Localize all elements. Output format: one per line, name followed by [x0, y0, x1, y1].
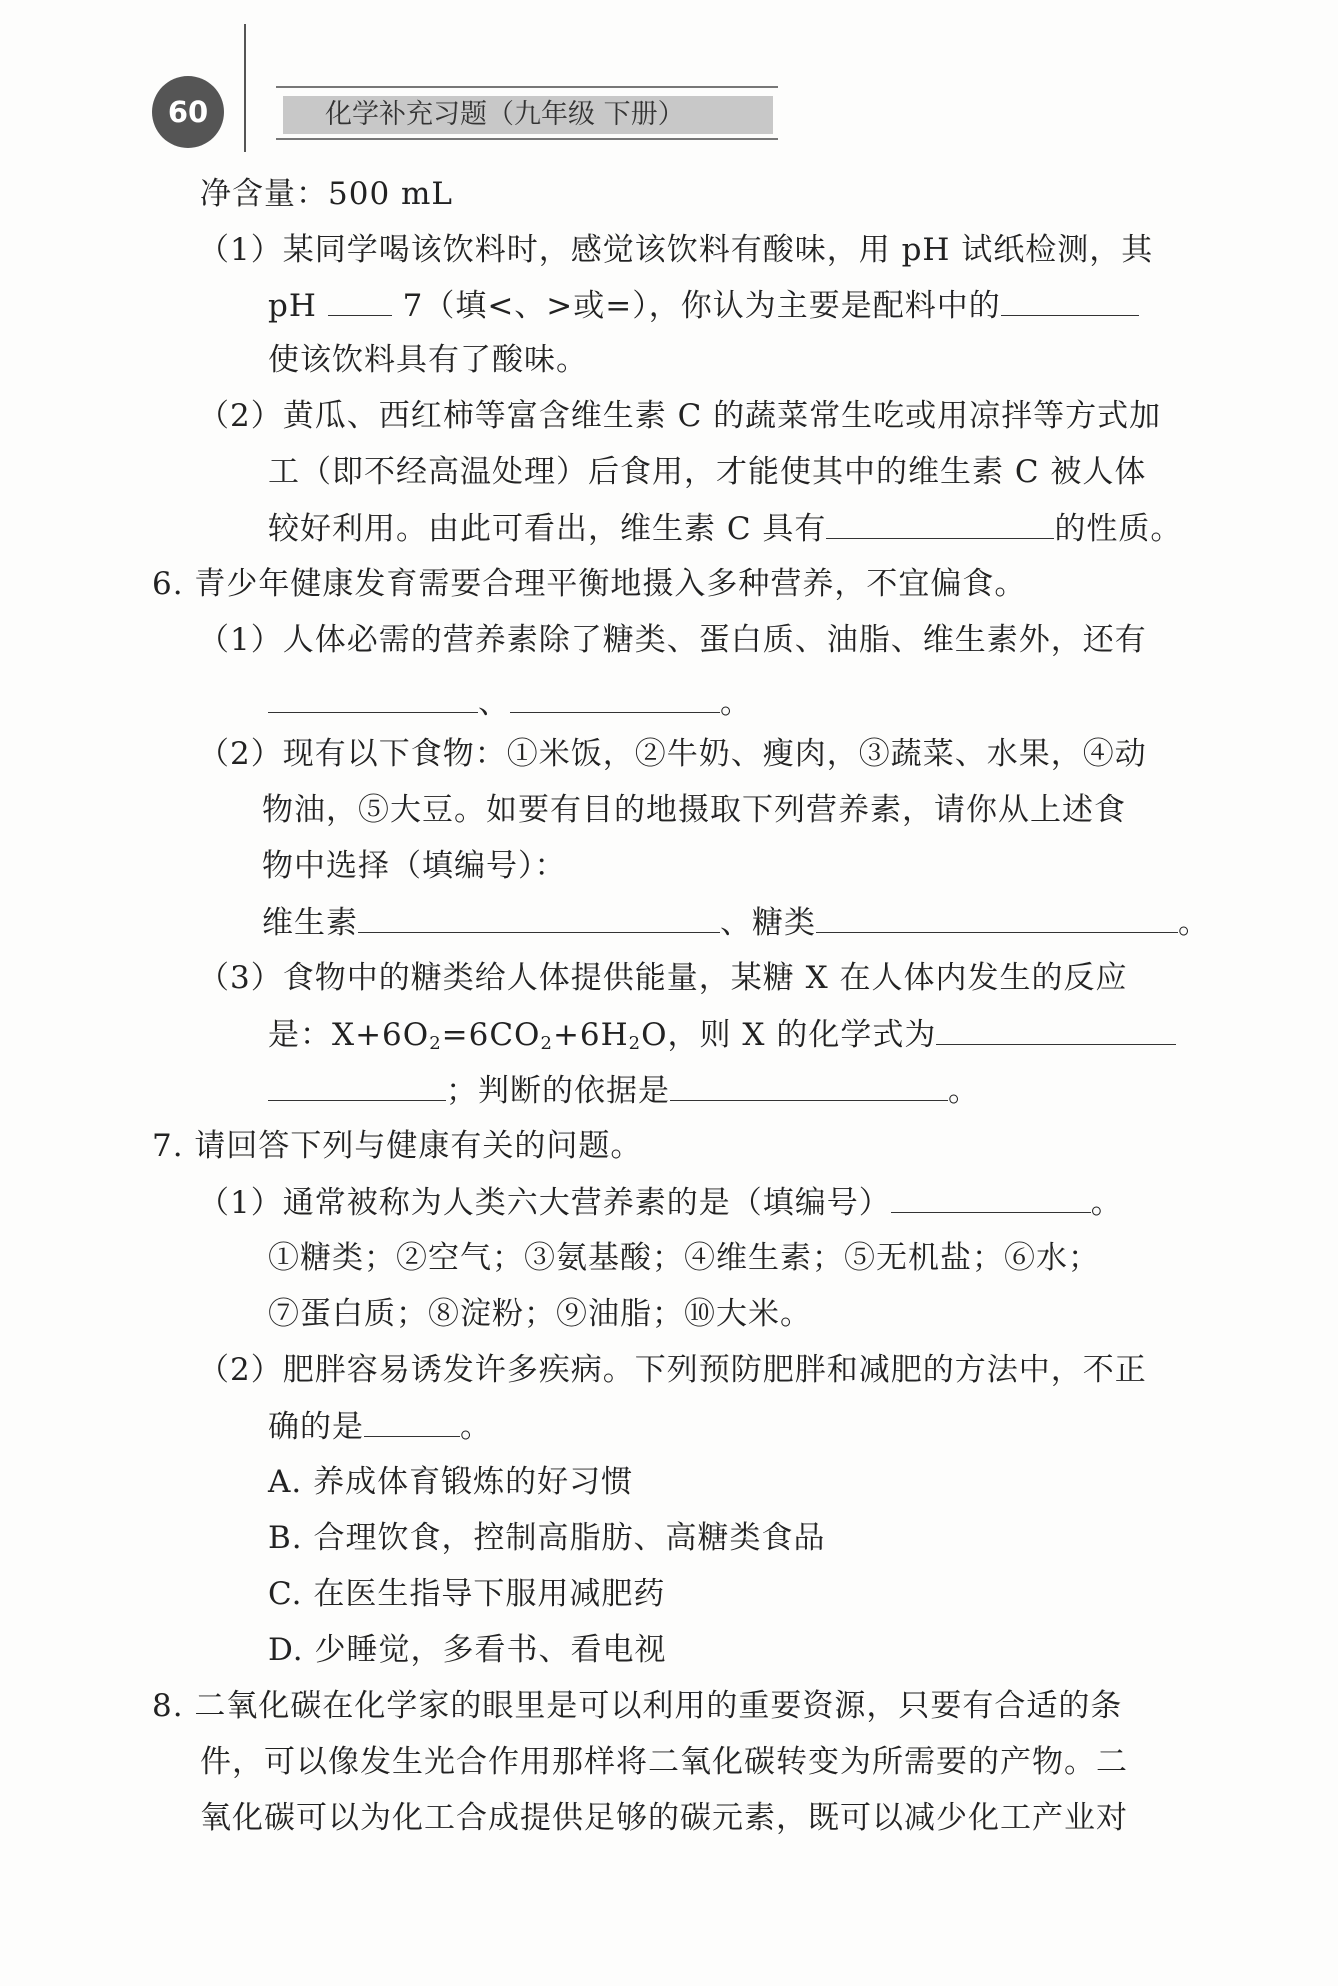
- q7-2-option-b: B. 合理饮食，控制高脂肪、高糖类食品: [268, 1520, 826, 1556]
- q5-1-blank-ph[interactable]: [328, 285, 392, 316]
- q7-1-blank[interactable]: [891, 1182, 1091, 1213]
- q5-2-blank-property[interactable]: [826, 508, 1054, 539]
- q6-2-vitamin-label: 维生素: [262, 905, 358, 941]
- q7-2-line-2: [268, 1406, 492, 1447]
- q7-1-line-3: ⑦蛋白质；⑧淀粉；⑨油脂；⑩大米。: [268, 1296, 812, 1332]
- q7-2-option-d: D. 少睡觉，多看书、看电视: [268, 1632, 667, 1668]
- q8-line-1: 8. 二氧化碳在化学家的眼里是可以利用的重要资源，只要有合适的条: [152, 1688, 1123, 1724]
- q5-1-text: 7（填<、>或=），你认为主要是配料中的: [402, 288, 1001, 324]
- q7-1-line-2: ①糖类；②空气；③氨基酸；④维生素；⑤无机盐；⑥水；: [268, 1240, 1100, 1276]
- header-vertical-rule: [244, 24, 246, 152]
- book-title: 化学补充习题（九年级 下册）: [283, 96, 773, 134]
- q5-1-line-1: （1）某同学喝该饮料时，感觉该饮料有酸味，用 pH 试纸检测，其: [198, 232, 1154, 268]
- q6-3-blank-formula-b[interactable]: [268, 1070, 446, 1101]
- q5-2-text-2: 的性质。: [1054, 511, 1183, 547]
- q6-2-line-3: 物中选择（填编号）：: [262, 848, 567, 884]
- q6-2-line-2: 物油，⑤大豆。如要有目的地摄取下列营养素，请你从上述食: [262, 792, 1126, 828]
- q7-2-line-1: （2）肥胖容易诱发许多疾病。下列预防肥胖和减肥的方法中，不正: [198, 1352, 1147, 1388]
- q7-1-line-1: [198, 1182, 1123, 1223]
- q5-2-text-1: 较好利用。由此可看出，维生素 C 具有: [268, 511, 827, 547]
- q6-3-eq-3: +6H: [552, 1017, 629, 1053]
- header-bottom-rule: [276, 138, 778, 140]
- q6-1-line-2: [268, 682, 752, 723]
- q5-2-line-2: 工（即不经高温处理）后食用，才能使其中的维生素 C 被人体: [268, 454, 1147, 490]
- q6-3-eq-2: =6CO: [441, 1017, 541, 1053]
- net-content-line: 净含量：500 mL: [200, 176, 454, 212]
- q8-line-3: 氧化碳可以为化工合成提供足够的碳元素，既可以减少化工产业对: [200, 1800, 1128, 1836]
- q6-1-separator: 、: [478, 685, 510, 721]
- q6-1-end: 。: [720, 685, 752, 721]
- q6-3-line-2: [268, 1014, 1176, 1064]
- q5-1-blank-ingredient[interactable]: [1001, 285, 1139, 316]
- q7-2-option-a: A. 养成体育锻炼的好习惯: [268, 1464, 634, 1500]
- q6-3-end: 。: [948, 1073, 980, 1109]
- page-number-badge: 60: [152, 76, 224, 148]
- q6-3-line-1: （3）食物中的糖类给人体提供能量，某糖 X 在人体内发生的反应: [198, 960, 1128, 996]
- q5-1-ph-label: pH: [268, 288, 317, 324]
- q5-2-line-3: [268, 508, 1182, 549]
- q6-1-blank-2[interactable]: [510, 682, 720, 713]
- q5-1-line-3: 使该饮料具有了酸味。: [268, 342, 588, 378]
- header-top-rule: [276, 86, 778, 88]
- q7-2-blank[interactable]: [364, 1406, 460, 1437]
- q6-2-blank-vitamin[interactable]: [358, 902, 720, 933]
- q7-2-option-c: C. 在医生指导下服用减肥药: [268, 1576, 666, 1612]
- q8-line-2: 件，可以像发生光合作用那样将二氧化碳转变为所需要的产物。二: [200, 1744, 1128, 1780]
- q6-3-basis-label: ；判断的依据是: [446, 1073, 670, 1109]
- q7-stem: 7. 请回答下列与健康有关的问题。: [152, 1128, 643, 1164]
- q6-2-line-4: [262, 902, 1210, 943]
- q7-1-text: （1）通常被称为人类六大营养素的是（填编号）: [198, 1185, 891, 1221]
- q6-2-sugar-label: 、糖类: [720, 905, 816, 941]
- q6-3-blank-formula-a[interactable]: [936, 1014, 1176, 1045]
- q6-3-sub-1: 2: [429, 1033, 442, 1054]
- q6-3-line-3: [268, 1070, 980, 1111]
- q7-2-text: 确的是: [268, 1409, 364, 1445]
- q6-3-eq-4: O，则 X 的化学式为: [641, 1017, 937, 1053]
- q7-1-end: 。: [1090, 1185, 1123, 1221]
- q6-2-end: 。: [1178, 905, 1210, 941]
- q6-2-line-1: （2）现有以下食物：①米饭，②牛奶、瘦肉，③蔬菜、水果，④动: [198, 736, 1147, 772]
- q6-stem: 6. 青少年健康发育需要合理平衡地摄入多种营养，不宜偏食。: [152, 566, 1027, 602]
- q5-1-line-2: [268, 285, 1139, 326]
- q6-1-line-1: （1）人体必需的营养素除了糖类、蛋白质、油脂、维生素外，还有: [198, 622, 1147, 658]
- q6-3-blank-basis[interactable]: [670, 1070, 948, 1101]
- q6-3-sub-3: 2: [628, 1033, 642, 1054]
- q6-2-blank-sugar[interactable]: [816, 902, 1178, 933]
- q6-3-sub-2: 2: [540, 1033, 553, 1054]
- q6-3-eq-1: 是：X+6O: [268, 1017, 430, 1053]
- q7-2-end: 。: [460, 1409, 492, 1445]
- q6-1-blank-1[interactable]: [268, 682, 478, 713]
- q5-2-line-1: （2）黄瓜、西红柿等富含维生素 C 的蔬菜常生吃或用凉拌等方式加: [198, 398, 1162, 434]
